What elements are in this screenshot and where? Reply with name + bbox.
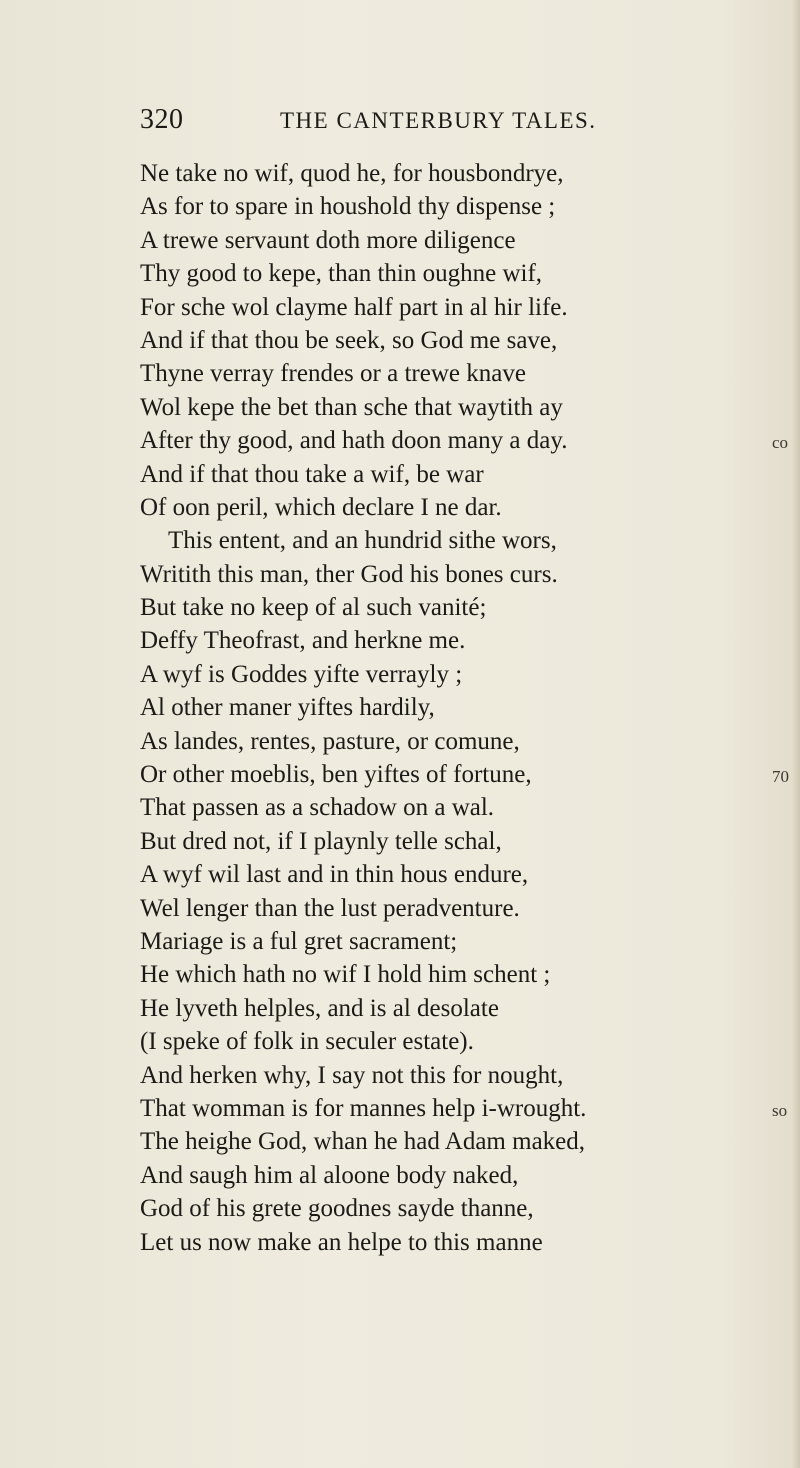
verse-line bbox=[140, 491, 760, 524]
verse-line bbox=[140, 324, 760, 357]
verse-line bbox=[140, 758, 789, 791]
verse-line bbox=[140, 157, 760, 190]
verse-line-text: Of oon peril, which declare I ne dar. bbox=[140, 493, 502, 521]
verse-line-text: And saugh him al aloone body naked, bbox=[140, 1161, 519, 1189]
verse-line bbox=[140, 558, 760, 591]
verse-line bbox=[140, 424, 789, 457]
verse-line bbox=[140, 1059, 760, 1092]
verse-line bbox=[140, 357, 760, 390]
page-header bbox=[140, 104, 660, 144]
verse-line-text: This entent, and an hundrid sithe wors, bbox=[168, 527, 557, 555]
verse-line bbox=[140, 658, 760, 691]
verse-line-text: After thy good, and hath doon many a day. bbox=[140, 427, 568, 455]
verse-line bbox=[140, 1192, 760, 1225]
verse-line bbox=[140, 825, 760, 858]
verse-line bbox=[140, 1125, 760, 1158]
verse-line-text: (I speke of folk in seculer estate). bbox=[140, 1028, 474, 1056]
verse-line bbox=[140, 1025, 760, 1058]
verse-line bbox=[140, 391, 760, 424]
verse-line bbox=[140, 892, 760, 925]
verse-text bbox=[140, 157, 789, 1259]
verse-line bbox=[140, 958, 760, 991]
verse-line-text: But dred not, if I playnly telle schal, bbox=[140, 827, 502, 855]
verse-line bbox=[140, 257, 760, 290]
verse-line-text: Mariage is a ful gret sacrament; bbox=[140, 927, 458, 955]
verse-line-text: As landes, rentes, pasture, or comune, bbox=[140, 727, 520, 755]
verse-line bbox=[140, 291, 760, 324]
verse-line-text: That womman is for mannes help i-wrought. bbox=[140, 1094, 587, 1122]
verse-line-text: Thyne verray frendes or a trewe knave bbox=[140, 360, 526, 388]
page-number: 320 bbox=[140, 104, 184, 135]
verse-line-text: Thy good to kepe, than thin oughne wif, bbox=[140, 260, 543, 288]
verse-line bbox=[140, 1092, 788, 1125]
verse-line-text: And if that thou be seek, so God me save, bbox=[140, 326, 558, 354]
verse-line-text: And herken why, I say not this for nought, bbox=[140, 1061, 564, 1089]
verse-line-text: For sche wol clayme half part in al hir life. bbox=[140, 293, 568, 321]
verse-line bbox=[140, 725, 760, 758]
verse-line-text: A trewe servaunt doth more diligence bbox=[140, 226, 516, 254]
verse-line-text: As for to spare in houshold thy dispense ; bbox=[140, 193, 556, 221]
verse-line-text: Or other moeblis, ben yiftes of fortune, bbox=[140, 761, 532, 789]
verse-line bbox=[140, 624, 760, 657]
verse-line-text: God of his grete goodnes sayde thanne, bbox=[140, 1195, 534, 1223]
verse-line-text: And if that thou take a wif, be war bbox=[140, 460, 484, 488]
verse-line-text: Let us now make an helpe to this manne bbox=[140, 1228, 543, 1256]
verse-line-text: The heighe God, whan he had Adam maked, bbox=[140, 1128, 586, 1156]
verse-line-text: Wel lenger than the lust peradventure. bbox=[140, 894, 520, 922]
verse-line-text: But take no keep of al such vanité; bbox=[140, 594, 487, 622]
page-edge-shadow bbox=[792, 0, 800, 1468]
line-number: 70 bbox=[772, 767, 789, 787]
verse-line bbox=[140, 992, 760, 1025]
line-number: co bbox=[772, 433, 789, 453]
verse-line bbox=[140, 1226, 760, 1259]
verse-line bbox=[140, 858, 760, 891]
verse-line bbox=[140, 224, 760, 257]
verse-line-text: He which hath no wif I hold him schent ; bbox=[140, 961, 551, 989]
verse-line-text: Ne take no wif, quod he, for housbondrye, bbox=[140, 160, 564, 187]
verse-line-text: He lyveth helples, and is al desolate bbox=[140, 994, 499, 1022]
verse-line bbox=[140, 925, 760, 958]
running-title: THE CANTERBURY TALES. bbox=[280, 108, 597, 133]
verse-line-text: A wyf is Goddes yifte verrayly ; bbox=[140, 660, 463, 688]
verse-line bbox=[140, 524, 760, 557]
verse-line bbox=[140, 1159, 760, 1192]
verse-line bbox=[140, 791, 760, 824]
verse-line-text: A wyf wil last and in thin hous endure, bbox=[140, 861, 529, 889]
line-number: so bbox=[772, 1100, 788, 1120]
verse-line-text: That passen as a schadow on a wal. bbox=[140, 794, 495, 822]
verse-line bbox=[140, 691, 760, 724]
verse-line-text: Al other maner yiftes hardily, bbox=[140, 694, 435, 722]
verse-line-text: Wol kepe the bet than sche that waytith ay bbox=[140, 393, 563, 421]
verse-line bbox=[140, 591, 760, 624]
verse-line bbox=[140, 190, 760, 223]
verse-line bbox=[140, 458, 760, 491]
verse-line-text: Deffy Theofrast, and herkne me. bbox=[140, 627, 466, 655]
verse-line-text: Writith this man, ther God his bones curs. bbox=[140, 560, 558, 588]
